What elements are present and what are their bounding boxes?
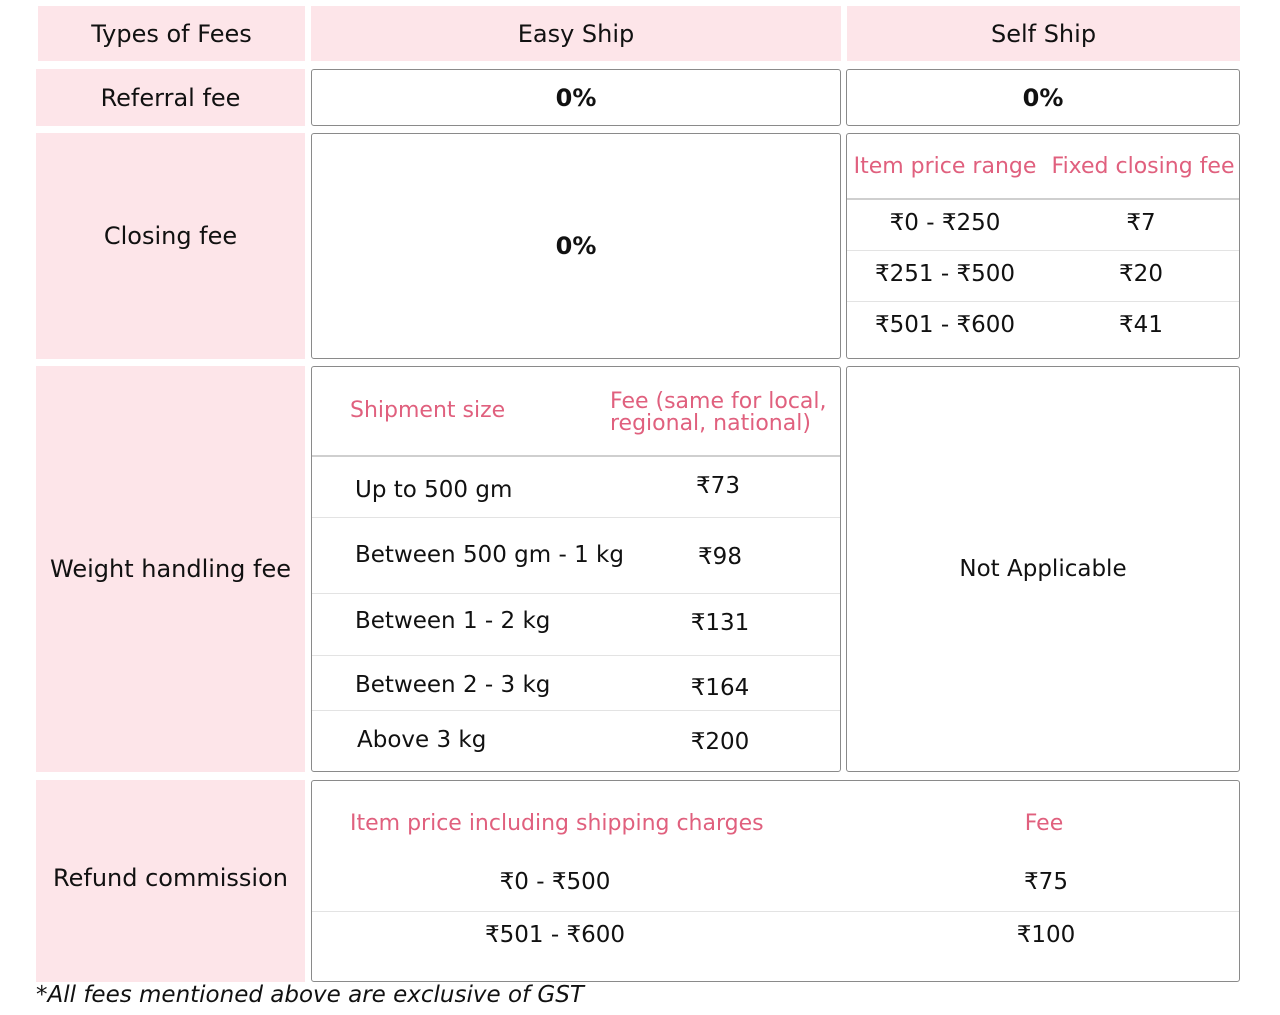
- divider: [847, 198, 1239, 200]
- refund-row-range: ₹501 - ₹600: [485, 922, 625, 948]
- refund-col-fee-header: Fee: [1024, 811, 1064, 836]
- divider: [312, 655, 840, 656]
- referral-fee-easy-ship: 0%: [311, 69, 841, 126]
- closing-row-fee: ₹7: [1126, 210, 1156, 236]
- closing-fee-self-ship-table: [846, 133, 1240, 359]
- weight-row-size: Between 500 gm - 1 kg: [355, 542, 624, 568]
- weight-row-fee: ₹200: [690, 729, 750, 755]
- referral-fee-self-ship: 0%: [846, 69, 1240, 126]
- closing-row-range: ₹251 - ₹500: [875, 261, 1015, 287]
- header-easy-ship: Easy Ship: [311, 6, 841, 61]
- closing-row-range: ₹0 - ₹250: [889, 210, 1001, 236]
- divider: [312, 911, 1239, 912]
- divider: [312, 455, 840, 457]
- divider: [312, 517, 840, 518]
- closing-row-fee: ₹41: [1119, 312, 1163, 338]
- closing-col-fixed-fee-header: Fixed closing fee: [1051, 154, 1235, 179]
- closing-row-range: ₹501 - ₹600: [875, 312, 1015, 338]
- weight-handling-easy-ship-table: [311, 366, 841, 772]
- refund-commission-label: Refund commission: [36, 780, 305, 982]
- refund-row-range: ₹0 - ₹500: [499, 869, 611, 895]
- refund-row-fee: ₹100: [1016, 922, 1076, 948]
- closing-fee-label: Closing fee: [36, 133, 305, 359]
- weight-row-fee: ₹73: [696, 473, 740, 499]
- refund-col-price-header: Item price including shipping charges: [350, 811, 764, 836]
- gst-footnote: *All fees mentioned above are exclusive of GST: [36, 982, 584, 1008]
- weight-row-size: Up to 500 gm: [355, 477, 513, 503]
- header-self-ship: Self Ship: [847, 6, 1240, 61]
- weight-row-fee: ₹98: [698, 544, 742, 570]
- weight-row-fee: ₹164: [690, 675, 750, 701]
- closing-col-price-range-header: Item price range: [853, 154, 1037, 179]
- weight-row-size: Above 3 kg: [357, 727, 487, 753]
- weight-handling-fee-label: Weight handling fee: [36, 366, 305, 772]
- weight-row-size: Between 1 - 2 kg: [355, 608, 551, 634]
- closing-fee-easy-ship: 0%: [311, 133, 841, 359]
- weight-col-shipment-size-header: Shipment size: [350, 398, 506, 423]
- weight-col-fee-header-line1: Fee (same for local,: [610, 389, 827, 414]
- referral-fee-label: Referral fee: [36, 69, 305, 126]
- weight-row-fee: ₹131: [690, 610, 750, 636]
- divider: [312, 593, 840, 594]
- refund-commission-table: [311, 780, 1240, 982]
- header-types-of-fees: Types of Fees: [38, 6, 305, 61]
- weight-col-fee-header-line2: regional, national): [610, 411, 811, 436]
- divider: [847, 301, 1239, 302]
- closing-row-fee: ₹20: [1119, 261, 1163, 287]
- divider: [847, 250, 1239, 251]
- weight-handling-self-ship: Not Applicable: [846, 366, 1240, 772]
- weight-row-size: Between 2 - 3 kg: [355, 672, 551, 698]
- refund-row-fee: ₹75: [1024, 869, 1068, 895]
- divider: [312, 710, 840, 711]
